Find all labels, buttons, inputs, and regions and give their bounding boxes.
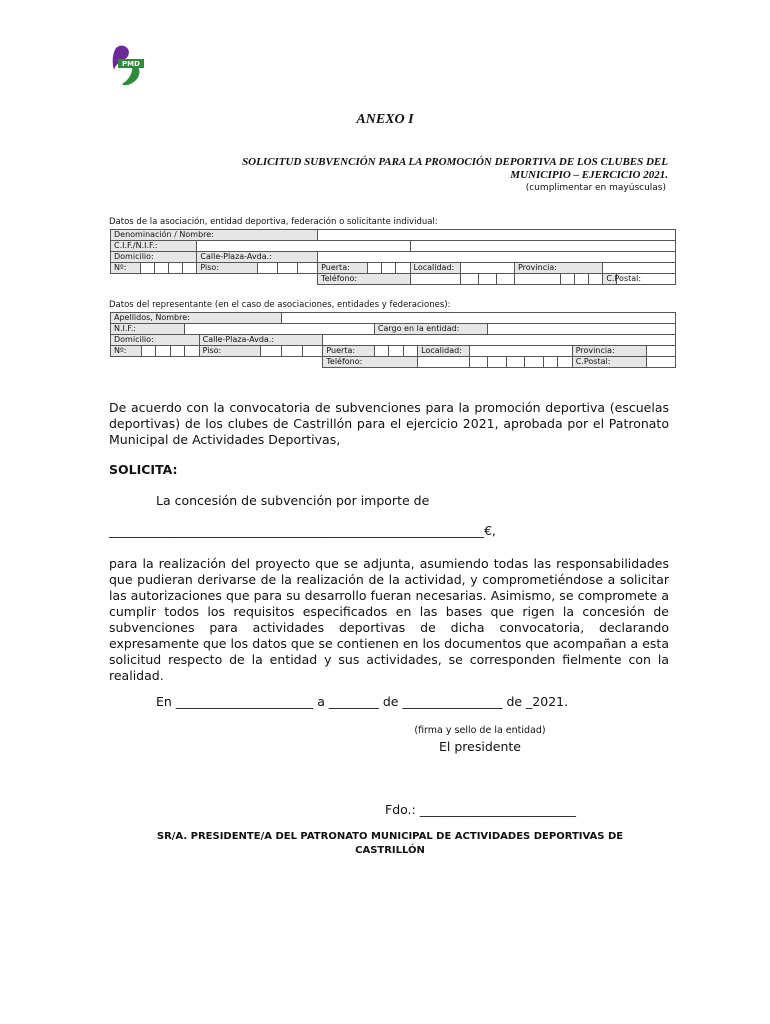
fdo-signature-line[interactable]: Fdo.: _________________________ — [385, 802, 576, 817]
rep-telefono-box[interactable] — [488, 357, 507, 368]
rep-domicilio-label: Domicilio: — [111, 335, 200, 346]
rep-piso-box[interactable] — [261, 346, 282, 357]
numero-box[interactable] — [155, 263, 169, 274]
concesion-text: La concesión de subvención por importe de — [156, 493, 430, 508]
rep-numero-box[interactable] — [185, 346, 199, 357]
fill-note: (cumplimentar en mayúsculas) — [525, 183, 666, 193]
piso-box[interactable] — [297, 263, 317, 274]
telefono-box[interactable] — [589, 274, 603, 285]
rep-numero-box[interactable] — [170, 346, 184, 357]
rep-numero-box[interactable] — [156, 346, 170, 357]
rep-telefono-box[interactable] — [506, 357, 525, 368]
cargo-label: Cargo en la entidad: — [374, 324, 487, 335]
telefono-box[interactable] — [478, 274, 496, 285]
solicita-heading: SOLICITA: — [109, 462, 178, 477]
calle-label: Calle-Plaza-Avda.: — [197, 252, 318, 263]
telefono-box[interactable] — [575, 274, 589, 285]
rep-telefono-box[interactable] — [418, 357, 470, 368]
rep-provincia-field[interactable] — [646, 346, 675, 357]
telefono-box[interactable] — [496, 274, 514, 285]
denominacion-field[interactable] — [318, 230, 676, 241]
cif-extra-field[interactable] — [410, 241, 675, 252]
rep-provincia-label: Provincia: — [572, 346, 646, 357]
numero-label: Nº: — [111, 263, 141, 274]
rep-puerta-box[interactable] — [403, 346, 417, 357]
localidad-label: Localidad: — [410, 263, 460, 274]
svg-text:PMD: PMD — [122, 60, 140, 68]
entity-form — [110, 229, 676, 285]
provincia-label: Provincia: — [514, 263, 602, 274]
rep-telefono-box[interactable] — [469, 357, 488, 368]
firma-note: (firma y sello de la entidad) — [414, 725, 546, 736]
representative-form — [110, 312, 676, 368]
subtitle-line-1: SOLICITUD SUBVENCIÓN PARA LA PROMOCIÓN DEPORTIVA DE LOS CLUBES DEL — [242, 156, 668, 168]
annex-title: ANEXO I — [356, 112, 414, 127]
rep-form-caption: Datos del representante (en el caso de asociaciones, entidades y federaciones): — [109, 300, 451, 310]
puerta-label: Puerta: — [318, 263, 368, 274]
main-paragraph: para la realización del proyecto que se adjunta, asumiendo todas las responsabilidades que pudieran derivarse de la realización de la actividad, y comprometiéndose a solicitar las autorizaciones que para su desarrollo fueran necesarias. Asimismo, se compromete a cumplir todos los requisitos especificados en las bases que rigen la concesión de subvenciones para actividades deportivas de dicha convocatoria, declarando expresamente que los datos que se contienen en los documentos que acompañan a esta solicitud respecto de la entidad y sus actividades, se corresponden fielmente con la realidad. — [109, 556, 669, 683]
rep-numero-box[interactable] — [141, 346, 155, 357]
cif-field[interactable] — [197, 241, 410, 252]
telefono-label: Teléfono: — [318, 274, 410, 285]
telefono-box[interactable] — [514, 274, 560, 285]
rep-telefono-box[interactable] — [543, 357, 557, 368]
domicilio-label: Domicilio: — [111, 252, 197, 263]
cargo-field[interactable] — [488, 324, 676, 335]
cif-label: C.I.F./N.I.F.: — [111, 241, 197, 252]
rep-numero-label: Nº: — [111, 346, 142, 357]
rep-postal-label: C.Postal: — [572, 357, 646, 368]
intro-paragraph: De acuerdo con la convocatoria de subvenciones para la promoción deportiva (escuelas deportivas) de los clubes de Castrillón para el ejercicio 2021, aprobada por el Patronato Municipal de Actividades Deportivas, — [109, 400, 669, 447]
date-line[interactable]: En ______________________ a ________ de ________________ de _2021. — [156, 694, 569, 709]
presidente-label: El presidente — [439, 739, 521, 754]
nif-field[interactable] — [185, 324, 375, 335]
rep-telefono-box[interactable] — [558, 357, 572, 368]
provincia-field[interactable] — [603, 263, 676, 274]
piso-box[interactable] — [277, 263, 297, 274]
puerta-box[interactable] — [382, 263, 396, 274]
localidad-field[interactable] — [460, 263, 514, 274]
piso-box[interactable] — [257, 263, 277, 274]
subtitle-line-2: MUNICIPIO – EJERCICIO 2021. — [510, 169, 668, 181]
amount-line[interactable]: ______________________________________________________________€, — [109, 523, 496, 538]
rep-telefono-box[interactable] — [525, 357, 544, 368]
rep-piso-box[interactable] — [282, 346, 303, 357]
numero-box[interactable] — [169, 263, 183, 274]
apellidos-field[interactable] — [282, 313, 676, 324]
telefono-box[interactable] — [410, 274, 460, 285]
rep-telefono-label: Teléfono: — [323, 357, 418, 368]
rep-puerta-box[interactable] — [374, 346, 388, 357]
numero-box[interactable] — [183, 263, 197, 274]
pmd-logo — [110, 44, 146, 88]
piso-label: Piso: — [197, 263, 257, 274]
rep-puerta-label: Puerta: — [323, 346, 375, 357]
rep-calle-label: Calle-Plaza-Avda.: — [199, 335, 323, 346]
telefono-box[interactable] — [561, 274, 575, 285]
addressee: SR/A. PRESIDENTE/A DEL PATRONATO MUNICIPAL DE ACTIVIDADES DEPORTIVAS DE CASTRILLÓN — [156, 831, 624, 856]
calle-field[interactable] — [318, 252, 676, 263]
rep-localidad-label: Localidad: — [418, 346, 470, 357]
entity-form-caption: Datos de la asociación, entidad deportiva, federación o solicitante individual: — [109, 217, 438, 227]
rep-piso-box[interactable] — [302, 346, 323, 357]
rep-puerta-box[interactable] — [389, 346, 403, 357]
puerta-box[interactable] — [396, 263, 410, 274]
postal-label: C.Postal: — [603, 274, 617, 285]
telefono-box[interactable] — [460, 274, 478, 285]
numero-box[interactable] — [141, 263, 155, 274]
puerta-box[interactable] — [368, 263, 382, 274]
apellidos-label: Apellidos, Nombre: — [111, 313, 282, 324]
rep-postal-field[interactable] — [646, 357, 675, 368]
rep-calle-field[interactable] — [323, 335, 676, 346]
denominacion-label: Denominación / Nombre: — [111, 230, 318, 241]
nif-label: N.I.F.: — [111, 324, 185, 335]
rep-piso-label: Piso: — [199, 346, 261, 357]
rep-localidad-field[interactable] — [469, 346, 572, 357]
